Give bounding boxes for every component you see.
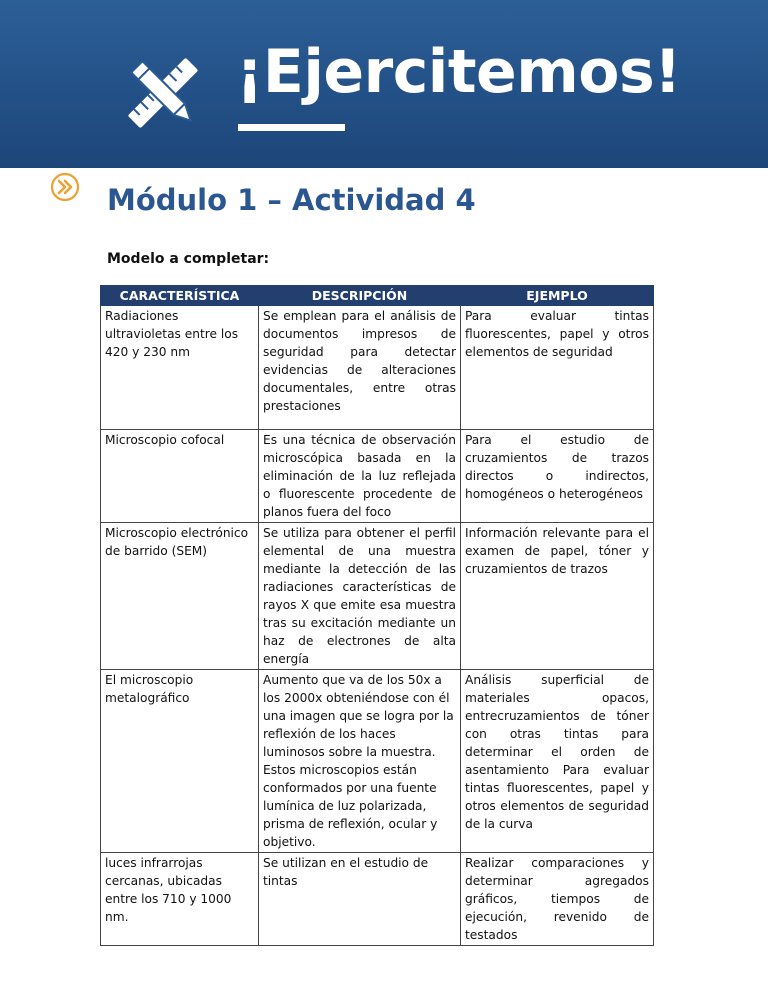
cell-caracteristica: Microscopio cofocal: [101, 430, 259, 523]
table-header-row: [101, 286, 654, 306]
cell-descripcion: Se utiliza para obtener el perfil elemental de una muestra mediante la detección de las radiaciones características de rayos X que emite esa muestra tras su excitación mediante un haz de electrones de alta energía: [259, 523, 461, 670]
header-ejemplo: EJEMPLO: [461, 286, 654, 306]
table-row: [101, 430, 654, 523]
cell-ejemplo: Para evaluar tintas fluorescentes, papel y otros elementos de seguridad: [461, 306, 654, 430]
cell-caracteristica: Microscopio electrónico de barrido (SEM): [101, 523, 259, 670]
table-row: [101, 306, 654, 430]
cell-caracteristica: luces infrarrojas cercanas, ubicadas entre los 710 y 1000 nm.: [101, 853, 259, 946]
table-row: [101, 853, 654, 946]
activity-table: [100, 285, 654, 946]
banner-title: ¡Ejercitemos!: [236, 37, 682, 107]
header-descripcion: DESCRIPCIÓN: [259, 286, 461, 306]
cell-ejemplo: Información relevante para el examen de papel, tóner y cruzamientos de trazos: [461, 523, 654, 670]
header-banner: [0, 0, 768, 168]
cell-ejemplo: Realizar comparaciones y determinar agregados gráficos, tiempos de ejecución, revenido de testados: [461, 853, 654, 946]
cell-caracteristica: Radiaciones ultravioletas entre los 420 y 230 nm: [101, 306, 259, 430]
subtitle: Modelo a completar:: [107, 251, 270, 267]
header-caracteristica: CARACTERÍSTICA: [101, 286, 259, 306]
banner-underline: [238, 124, 345, 131]
table-row: [101, 670, 654, 853]
cell-descripcion: Se utilizan en el estudio de tintas: [259, 853, 461, 946]
ruler-pencil-icon: [118, 50, 208, 136]
cell-descripcion: Es una técnica de observación microscópica basada en la eliminación de la luz reflejada o fluorescente procedente de planos fuera del foco: [259, 430, 461, 523]
module-title: Módulo 1 – Actividad 4: [107, 183, 476, 217]
cell-descripcion: Aumento que va de los 50x a los 2000x obteniéndose con él una imagen que se logra por la reflexión de los haces luminosos sobre la muestra. Estos microscopios están conformados por una fuente lumínica de luz polarizada, prisma de reflexión, ocular y objetivo.: [259, 670, 461, 853]
double-chevron-icon: [50, 172, 80, 202]
cell-caracteristica: El microscopio metalográfico: [101, 670, 259, 853]
cell-ejemplo: Análisis superficial de materiales opacos, entrecruzamientos de tóner con otras tintas para determinar el orden de asentamiento Para evaluar tintas fluorescentes, papel y otros elementos de seguridad de la curva: [461, 670, 654, 853]
table-row: [101, 523, 654, 670]
cell-ejemplo: Para el estudio de cruzamientos de trazos directos o indirectos, homogéneos o heterogéneos: [461, 430, 654, 523]
cell-descripcion: Se emplean para el análisis de documentos impresos de seguridad para detectar evidencias de alteraciones documentales, entre otras prestaciones: [259, 306, 461, 430]
